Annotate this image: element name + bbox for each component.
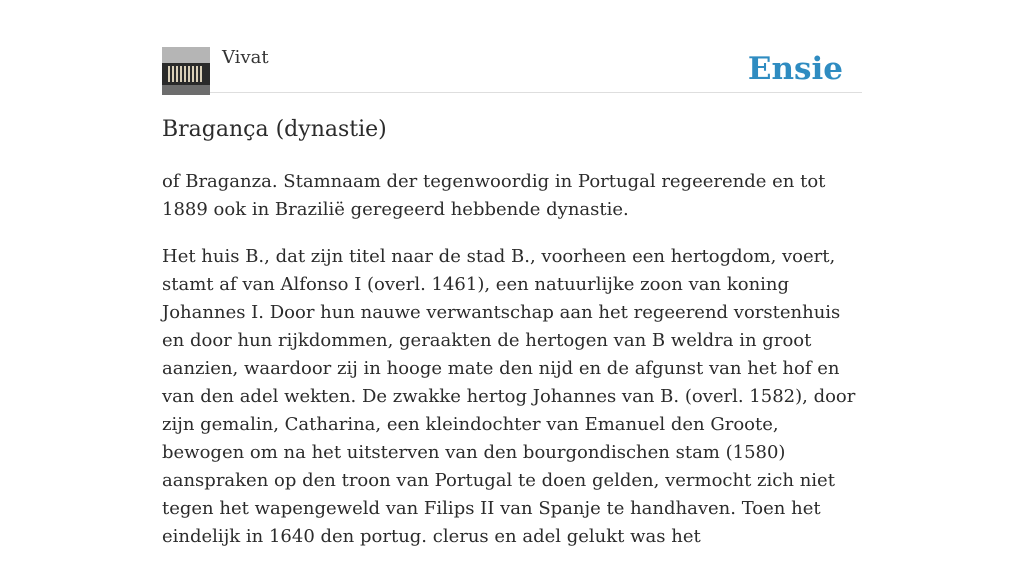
avatar-image (162, 47, 210, 95)
article-paragraph: Het huis B., dat zijn titel naar de stad B., voorheen een hertogdom, voert, stamt af van Alfonso I (overl. 1461), een natuurlijke zoon van koning Johannes I. Door hun nauwe verwantschap aan het regeerend vorstenhuis en door hun rijkdommen, geraakten de hertogen van B weldra in groot aanzien, waardoor zij in hooge mate den nijd en de afgunst van het hof en van den adel wekten. De zwakke hertog Johannes van B. (overl. 1582), door zijn gemalin, Catharina, een kleindochter van Emanuel den Groote, bewogen om na het uitsterven van den bourgondischen stam (1580) aanspraken op den troon van Portugal te doen gelden, vermocht zich niet tegen het wapengeweld van Filips II van Spanje te handhaven. Toen het eindelijk in 1640 den portug. clerus en adel gelukt was het (162, 246, 856, 547)
site-header (162, 46, 862, 93)
article-body (162, 168, 862, 570)
author-name[interactable]: Vivat (222, 47, 269, 68)
brand-logo[interactable]: Ensie (747, 51, 843, 87)
typewriter-avatar-icon[interactable] (162, 47, 210, 95)
article-paragraph: of Braganza. Stamnaam der tegenwoordig in Portugal regeerende en tot 1889 ook in Brazilië geregeerd hebbende dynastie. (162, 171, 826, 220)
article-title: Bragança (dynastie) (162, 117, 387, 142)
